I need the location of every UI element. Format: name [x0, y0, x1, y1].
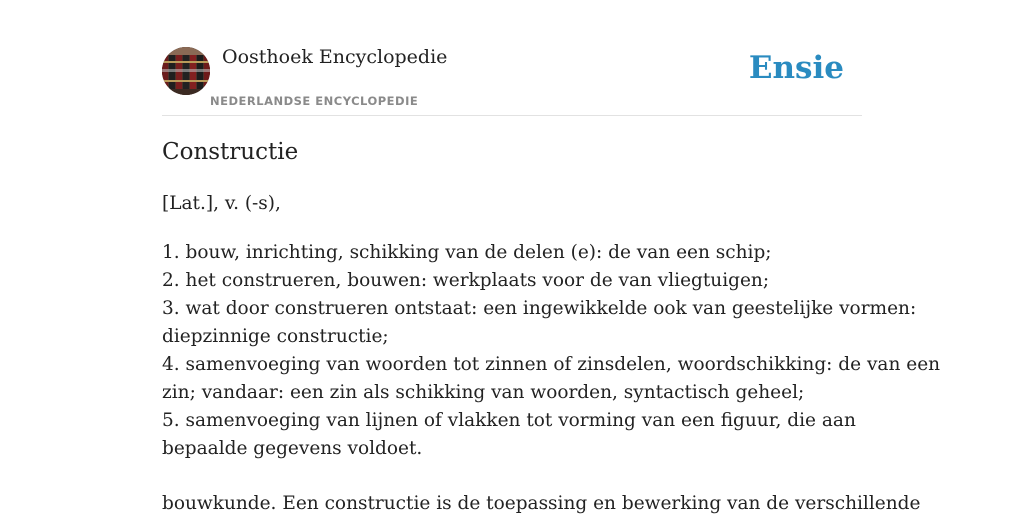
definition-line: zin; vandaar: een zin als schikking van woorden, syntactisch geheel;	[162, 382, 805, 403]
definition-line: 3. wat door construeren ontstaat: een ingewikkelde ook van geestelijke vormen:	[162, 298, 917, 319]
definition-line: 2. het construeren, bouwen: werkplaats voor de van vliegtuigen;	[162, 270, 770, 291]
entry-title: Constructie	[162, 139, 299, 165]
encyclopedia-books-avatar[interactable]	[162, 47, 210, 95]
page	[162, 0, 941, 514]
definition-line: 4. samenvoeging van woorden tot zinnen of zinsdelen, woordschikking: de van een	[162, 354, 941, 375]
ensie-logo-link[interactable]: Ensie	[748, 50, 844, 86]
definition-line: bepaalde gegevens voldoet.	[162, 438, 423, 459]
site-subtitle: NEDERLANDSE ENCYCLOPEDIE	[210, 94, 419, 108]
bouwkunde-section-text: bouwkunde. Een constructie is de toepassing en bewerking van de verschillende	[162, 493, 921, 514]
definition-line: 5. samenvoeging van lijnen of vlakken tot vorming van een figuur, die aan	[162, 410, 856, 431]
books-icon	[162, 47, 210, 95]
definition-list	[162, 239, 941, 463]
site-header	[162, 0, 862, 116]
entry-etymology: [Lat.], v. (-s),	[162, 193, 281, 214]
site-title[interactable]: Oosthoek Encyclopedie	[222, 46, 448, 68]
definition-line: diepzinnige constructie;	[162, 326, 389, 347]
definition-line: 1. bouw, inrichting, schikking van de delen (e): de van een schip;	[162, 242, 772, 263]
